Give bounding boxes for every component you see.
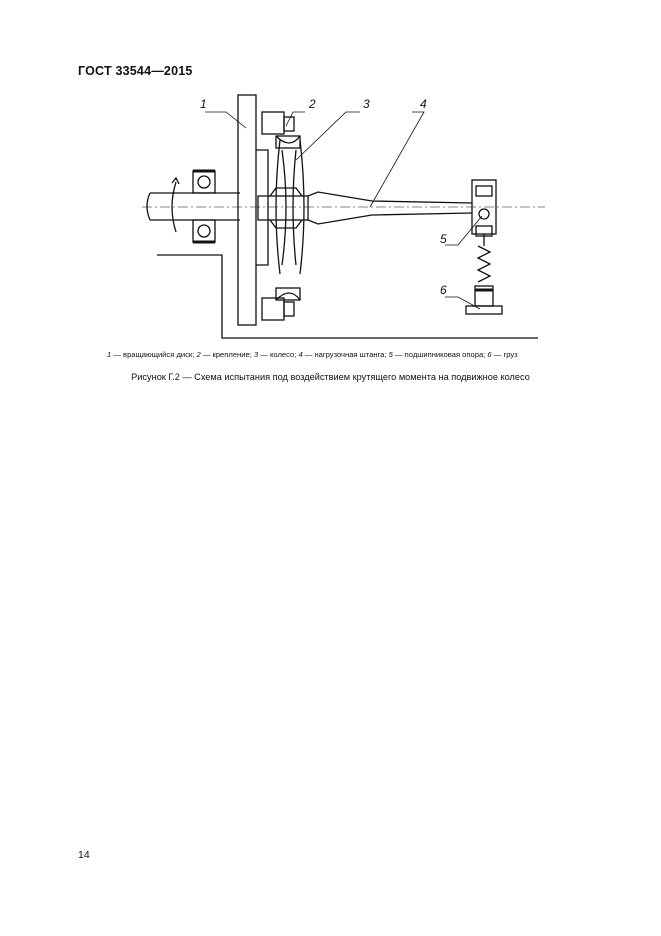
legend-text-4: — нагрузочная штанга; [302, 350, 389, 359]
legend-num-6: 6 [487, 350, 492, 359]
legend-num-1: 1 [107, 350, 112, 359]
legend-text-3: — колесо; [258, 350, 299, 359]
wheel-hub [258, 196, 308, 220]
legend-text-1: — вращающийся диск; [111, 350, 197, 359]
rotating-disk [238, 95, 256, 325]
bearing-upper [193, 171, 215, 193]
load-bar [308, 192, 472, 224]
page-number: 14 [78, 849, 90, 861]
document-header: ГОСТ 33544—2015 [78, 64, 193, 78]
callout-4: 4 [420, 97, 427, 111]
bearing-lower [193, 220, 215, 242]
legend-num-2: 2 [196, 350, 201, 359]
test-scheme-figure [0, 0, 661, 360]
callout-1: 1 [200, 97, 207, 111]
base-frame [157, 255, 538, 338]
figure-legend [107, 350, 518, 359]
legend-text-5: — подшипниковая опора; [392, 350, 488, 359]
figure-caption: Рисунок Г.2 — Схема испытания под воздействием крутящего момента на подвижное колесо [131, 372, 530, 382]
callout-6: 6 [440, 283, 447, 297]
legend-num-3: 3 [253, 350, 259, 359]
shaft [150, 193, 240, 220]
fastening-lower [262, 298, 284, 320]
callout-2: 2 [309, 97, 316, 111]
legend-text-6: — груз [491, 350, 518, 359]
legend-num-5: 5 [388, 350, 393, 359]
callout-5: 5 [440, 232, 447, 246]
spring [478, 246, 490, 282]
legend-text-2: — крепление; [200, 350, 254, 359]
fastening-upper [262, 112, 284, 134]
legend-num-4: 4 [298, 350, 303, 359]
callout-3: 3 [363, 97, 370, 111]
wheel-rim [276, 136, 300, 300]
